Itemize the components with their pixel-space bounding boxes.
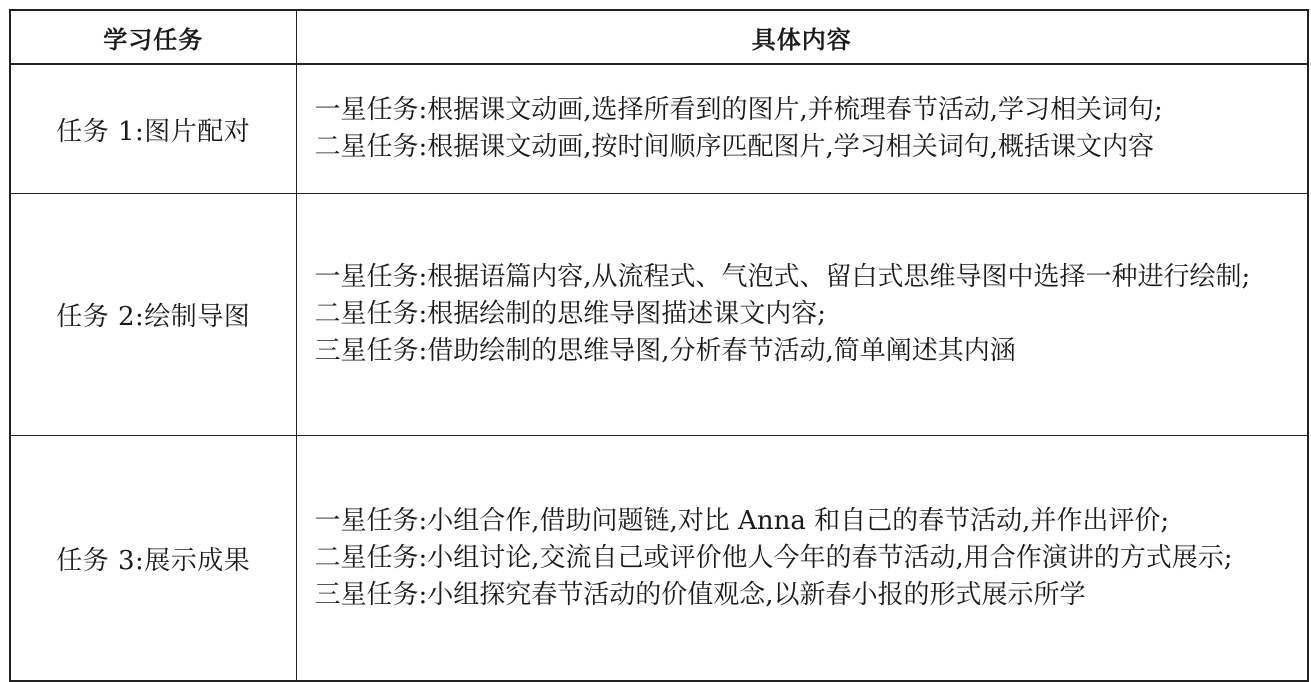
task-name-cell: 任务 1:图片配对 [10, 64, 296, 194]
task-content-line: 一星任务:小组合作,借助问题链,对比 Anna 和自己的春节活动,并作出评价; [314, 505, 1170, 536]
table-row [10, 64, 1308, 194]
learning-task-table [9, 9, 1309, 682]
header-row [10, 10, 1308, 64]
table-row [10, 194, 1308, 436]
header-content-column: 具体内容 [296, 10, 1308, 64]
table-body [10, 64, 1308, 681]
table-header [10, 10, 1308, 64]
task-content-line: 二星任务:根据绘制的思维导图描述课文内容; [314, 299, 827, 329]
task-content-line: 一星任务:根据课文动画,选择所看到的图片,并梳理春节活动,学习相关词句; [314, 95, 1163, 125]
task-content-cell [296, 64, 1308, 194]
table-row [10, 436, 1308, 682]
header-task-column: 学习任务 [10, 10, 296, 64]
task-content-cell [296, 194, 1308, 436]
task-name-cell: 任务 2:绘制导图 [10, 194, 296, 436]
task-name-cell: 任务 3:展示成果 [10, 436, 296, 682]
task-content-line: 三星任务:小组探究春节活动的价值观念,以新春小报的形式展示所学 [314, 579, 1086, 610]
task-content-line: 二星任务:小组讨论,交流自己或评价他人今年的春节活动,用合作演讲的方式展示; [314, 542, 1233, 573]
task-content-cell [296, 436, 1308, 682]
task-content-line: 三星任务:借助绘制的思维导图,分析春节活动,简单阐述其内涵 [314, 336, 1016, 366]
task-content-line: 一星任务:根据语篇内容,从流程式、气泡式、留白式思维导图中选择一种进行绘制; [314, 262, 1251, 292]
task-content-line: 二星任务:根据课文动画,按时间顺序匹配图片,学习相关词句,概括课文内容 [314, 132, 1155, 162]
